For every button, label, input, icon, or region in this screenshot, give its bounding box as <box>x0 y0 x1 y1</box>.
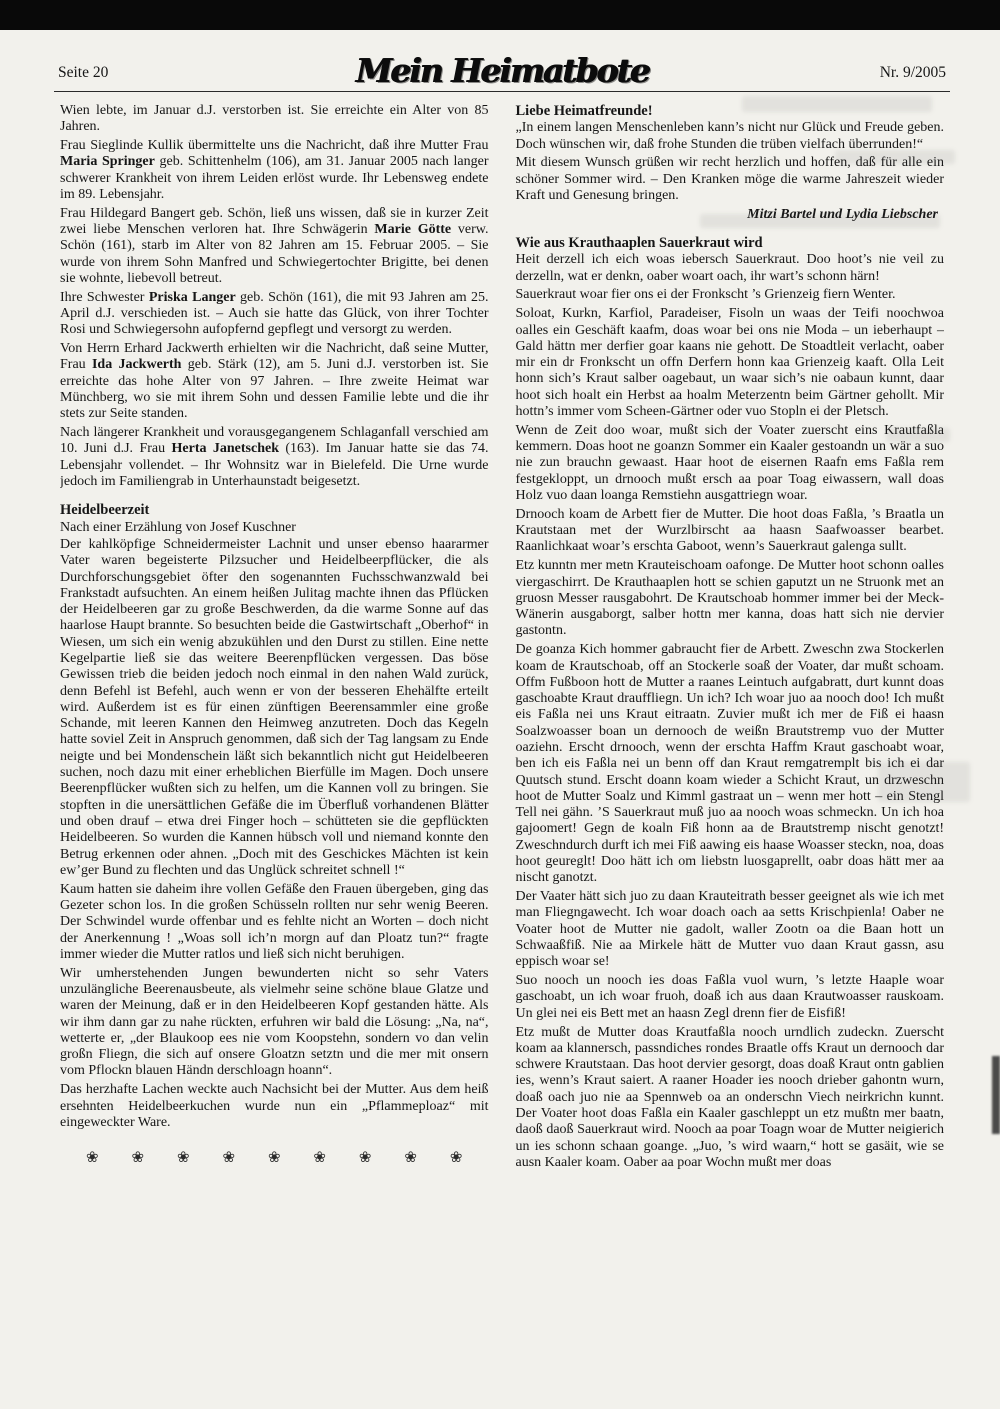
paragraph <box>60 882 489 963</box>
body-text: verw. Schön (161), starb im Alter von 82 Jahren am 15. Februar 2005. – Sie wurde von ihrem Sohn Manfred und Schwiegertochter Brigitte, bei denen sie wohnte, liebevoll betreut. <box>60 222 489 286</box>
paragraph <box>60 341 489 422</box>
bleedthrough-artifact <box>700 214 940 228</box>
left-column <box>60 103 489 1393</box>
flower-icon: ❀ <box>313 1149 326 1166</box>
bold-name-text: Maria Springer <box>60 154 155 170</box>
body-text: Kaum hatten sie daheim ihre vollen Gefäße den Frauen übergeben, ging das Gezeter schon los. In die großen Schüsseln rollten nur sehr wenig Beeren. Der Schwindel wurde offenbar und es fehlte nicht an Worten – doch nicht der Anerkennung ! „Woas soll ich’n morgn auf dan Ploatz tun?“ fragte immer wieder die Mutter ratlos und ließ sich nicht beruhigen. <box>60 881 489 962</box>
scan-edge-bar <box>0 0 1000 30</box>
flower-icon: ❀ <box>131 1149 145 1166</box>
body-text: (163). Im Januar hatte sie das 74. Lebensjahr vollendet. – Ihr Wohnsitz war in Bielefeld. Die Urne wurde jedoch im Familiengrab in Unterhaunstadt beigesetzt. <box>60 441 489 490</box>
body-text: Wir umherstehenden Jungen bewunderten nicht so sehr Vaters unzulängliche Beerenausbeute, als vielmehr seine schöne blaue Glatze und waren der Meinung, daß er in den Heidelbeeren Kopf gestanden hätte. Als wir ihm dann gar zu nahe rückten, erfuhren wir bald die Lösung: „Na, na“, wetterte er, „der Blaukoop ees nie vom Koopstehn, sondern vo dan velin großn Fliegn, die sich auf onsere Gloatzn setztn und die mer mit onsern vom Pflockn blauen Händn derschloagn hoann“. <box>60 965 489 1079</box>
body-text: Etz mußt de Mutter doas Krautfaßla nooch urndlich zudeckn. Zuerscht koam aa klannersch, passndiches rondes Braatle offs Kraut un dernooch dar schwere Krautstaan. Das hoot dervier gesorgt, doas doaß Kraut ontn gablien ies, wenn’s Kraut saiert. A raaner Hoader ies nooch drieber gahontn wurn, doaß oach juo nie aa Spennweb oa an onderschn Viech neirkrichn kunnt. Der Voater hoot doas Faßla ein Kaaler gaschleppt un etz mußtn mer baatn, daoß daoß Sauerkraut wird. Nooch aa poar Toagn woar de Mutter neigierich un ies schonn schaan goange. „Juo, ’s wird waarn,“ hott se gasäit, wie se ausn Kaaler koam. Oaber aa poar Wochn mußt mer doas <box>515 1024 944 1170</box>
article-columns <box>60 103 944 1393</box>
signature: Mitzi Bartel und Lydia Liebscher <box>747 206 938 222</box>
body-text: Etz kunntn mer metn Krauteischoam oafonge. De Mutter hoot schonn oalles viergaschirrt. De Krauthaaplen hott se schien gaputzt un ne Struonk met an gruosn Messer rausgabohrt. De Krautschoab hommer immer bei der Meck-Wänerin ausgaborgt, salber hottn mer kanna, doas hatt sich nie dervier gastontn. <box>515 558 944 639</box>
paragraph <box>516 889 945 970</box>
body-text: geb. Schön (161), die mit 93 Jahren am 25. April d.J. verschieden ist. – Auch sie hatte das Glück, von ihrer Tochter Rosi und Schwiegersohn aufopfernd gepflegt und versorgt zu werden. <box>60 289 489 338</box>
flower-ornament-row <box>60 1134 489 1166</box>
body-text: Frau Hildegard Bangert geb. Schön, ließ uns wissen, daß sie in kurzer Zeit zwei liebe Menschen verloren hat. Ihre Schwägerin <box>60 205 489 238</box>
paragraph <box>516 306 945 420</box>
paragraph <box>60 138 489 203</box>
body-text: geb. Stärk (12), am 5. Juni d.J. verstorben ist. Sie erreichte das hohe Alter von 97 Jahren. – Ihre zweite Heimat war Münchberg, wo sie mit ihrem Sohn und dessen Familie lebte und die ihr stets zur Seite standen. <box>60 357 489 422</box>
bold-name-text: Priska Langer <box>148 289 236 305</box>
paragraph <box>516 558 945 639</box>
issue-number-label: Nr. 9/2005 <box>879 64 946 81</box>
paragraph <box>516 1025 945 1172</box>
body-text: Wien lebte, im Januar d.J. verstorben ist. Sie erreichte ein Alter von 85 Jahren. <box>60 103 489 135</box>
byline: Nach einer Erzählung von Josef Kuschner <box>60 519 296 535</box>
scan-edge-artifact <box>992 1056 1000 1134</box>
body-text: Drnooch koam de Arbett fier de Mutter. Die hoot doas Faßla, ’s Braatla un Krautstaan met der Wurzlbirscht aa haasn Saafwoasser bearbet. Raanlichkaat woar’s erschta Gaboot, wenn’s Sauerkraut galenga sullt. <box>515 506 944 555</box>
paragraph <box>516 252 945 285</box>
flower-icon: ❀ <box>449 1149 463 1166</box>
body-text: Wenn de Zeit doo woar, mußt sich der Voater zuerscht eins Krautfaßla kemmern. Doas hoot ne goanzn Sommer ein Kaaler gestoandn un wär a suo nie zun brauchn gewaast. Haar hoot de eisernen Raafn ems Faßla rem festgekloppt, un drnooch mußt ersch aa poar Toag eiwassern, wall doas Holz vuo daan loanga Remstiehn ausgattriegn woar. <box>515 422 944 504</box>
paragraph <box>60 206 489 287</box>
flower-icon: ❀ <box>404 1149 417 1166</box>
paragraph <box>516 973 945 1022</box>
paragraph <box>516 287 945 303</box>
page-number-label: Seite 20 <box>58 64 109 81</box>
flower-icon: ❀ <box>86 1149 99 1166</box>
body-text: geb. Schittenhelm (106), am 31. Januar 2005 nach langer schwerer Krankheit von ihrem Leiden erlöst wurde. Ihr Lebensweg endete im 89. Lebensjahr. <box>60 154 489 202</box>
paragraph <box>60 537 489 879</box>
paragraph <box>60 290 489 339</box>
body-text: De goanza Kich hommer gabraucht fier de Arbett. Zweschn zwa Stockerlen koam de Krautschoab, off an Stockerle soaß der Voater, dar mußt schoam. Offm Fußboon hott de Mutter a raanes Leintuch aufgabratt, durt kunnt doas gaschoabte Kraut drauffliegn. Un ich? Ich woar juo aa nooch doo! Ich mußt eis Faßla nei uns Kraut eitraatn. Zuvier mußt ich mer de Fiß ei haasn Soalzwoasser boan un dernooch de weißn Brautstremp vuo der Mutter oaziehn. Erscht drnooch, wenn der erschta Haffm Kraut gaschoabt woar, ben ich eis Faßla nei un benn off dan Kraut remgatremplt bis ich ei dar Quutsch stund. Erscht doann koam wieder a Schicht Kraut, un drzweschn hoot de Mutter Soalz und Kimml gastraat un – wenn mer hott – ein Stengl Tell nei gähn. ’S Sauerkraut muß juo aa nooch woas schmeckn. Un ich hoa gajoomert! Gegn de koaln Fiß honn aa de Brautstremp nischt genotzt! Zweschndurch durft ich mei Fiß aawing eis haase Woasser steckn, noa, doas hoot geureglt! Doo hätt ich om liebstn luosgaprellt, oabr doas hätt mer aa nischt ganotzt. <box>515 642 944 886</box>
paragraph <box>60 425 489 490</box>
paragraph <box>516 507 945 556</box>
flower-icon: ❀ <box>222 1149 236 1166</box>
masthead-logo: Mein Heimatbote <box>355 51 649 90</box>
paragraph <box>516 423 945 504</box>
bleedthrough-artifact <box>835 150 955 164</box>
paragraph <box>60 966 489 1080</box>
flower-icon: ❀ <box>176 1149 190 1166</box>
page-header <box>58 46 946 90</box>
body-text: Heit derzell ich eich woas iebersch Sauerkraut. Doo hoot’s nie veil zu derzelln, wat er denkn, oaber woart oach, ihr wart’s schonn härn! <box>515 252 944 284</box>
body-text: Der Vaater hätt sich juo zu daan Krauteitrath besser geeignet als wie ich met man Fliegngawecht. Ich woar doach oach aa setts Krischpienla! Oaber ne Voater hoot de Mutter nie gadolt, waller Zootn oa die Baan hott un Schwaaßfiß. Nie aa Mirkele hätt de Mutter vuo daan Kraut gassn, asu eppisch woar se! <box>515 889 944 970</box>
body-text: Nach längerer Krankheit und vorausgegangenem Schlaganfall verschied am 10. Juni d.J. Frau <box>60 425 489 457</box>
body-text: Suo nooch un nooch ies doas Faßla vuol wurn, ’s letzte Haaple woar gaschoabt, un ich woar fruoh, doaß ich aus daan Krautwoasser rauskoam. Un glei nei eis Bett met an haasn Zegl drenn fier de Eisfiß! <box>515 973 944 1021</box>
body-text: Ihre Schwester <box>60 289 149 305</box>
bold-name-text: Herta Janetschek <box>171 441 279 457</box>
body-text: Das herzhafte Lachen weckte auch Nachsicht bei der Mutter. Aus dem heiß ersehnten Heidelbeerkuchen wurde nun ein „Pflammeploaz“ mit eingeweckter Ware. <box>60 1082 489 1130</box>
paragraph <box>60 1082 489 1131</box>
body-text: „In einem langen Menschenleben kann’s nicht nur Glück und Freude geben. Doch wünschen wir, daß frohe Stunden die trüben vielfach überrunden!“ <box>515 120 944 152</box>
section-heading: Heidelbeerzeit <box>60 502 150 519</box>
paragraph <box>60 103 489 136</box>
bleedthrough-artifact <box>886 428 950 442</box>
flower-icon: ❀ <box>358 1149 372 1166</box>
section-heading: Wie aus Krauthaaplen Sauerkraut wird <box>515 235 763 252</box>
bleedthrough-artifact <box>878 762 970 802</box>
section-heading: Liebe Heimatfreunde! <box>515 103 653 119</box>
flower-icon: ❀ <box>267 1149 281 1166</box>
bold-name-text: Ida Jackwerth <box>91 357 182 373</box>
body-text: Mit diesem Wunsch grüßen wir recht herzlich und hoffen, daß für alle ein schöner Sommer wird. – Den Kranken möge die warme Jahreszeit wieder Kraft und Genesung bringen. <box>515 155 944 203</box>
paragraph <box>516 120 945 153</box>
body-text: Der kahlköpfige Schneidermeister Lachnit und unser ebenso haararmer Vater waren begeisterte Pilzsucher und Heidelbeerpflücker, die als Durchforschungsgebiet öfter den sogenannten Fuchsschwanzwald bei Frankstadt aufsuchten. An einem heißen Julitag machte ihnen das Pflücken der Heidelbeeren gar zu große Beschwerden, da die warme Sonne auf das haarlose Haupt brannte. So besuchten beide die Gastwirtschaft „Oberhof“ in Wiesen, um sich ein wenig abzukühlen und den Durst zu stillen. Eine nette Kegelpartie ließ sie das weitere Beerenpflücken vergessen. Das böse Gewissen trieb die beiden jedoch noch einmal in den nahen Wald zurück, denn Befehl ist Befehl, auch wenn er von der besseren Ehehälfte erteilt wird. Außerdem ist es für einen zünftigen Beerensammler eine große Schande, mit leeren Kannen den Heimweg anzutreten. Doch das Kegeln hatte soviel Zeit in Anspruch genommen, daß sich der Tag langsam zu Ende neigte und bei Mondenschein läßt sich bekanntlich nicht gut Heidelbeeren suchen, noch dazu mit einer erheblichen Bierfülle im Magen. Doch unsere Beerenpflücker wußten sich zu helfen, um die Kannen voll zu bringen. Sie stopften in die unersättlichen Gefäße die im Überfluß vorhandenen Blätter und oben drauf – etwa drei Finger hoch – schütteten sie die gepflückten Heidelbeeren. So wurden die Kannen hübsch voll und niemand konnte den Betrug erkennen oder ahnen. „Doch mit des Geschickes Mächten ist kein ew’ger Bund zu flechten und das Unglück schreitet schnell !“ <box>60 536 489 878</box>
body-text: Soloat, Kurkn, Karfiol, Paradeiser, Fisoln un waas der Teifi noochwoa oalles ein Geschäft kaafm, doas woar bei ons nie Moda – un ieberhaupt – Gald hättn mer derfier goar kaans nie gehott. De Stoadtleit verlacht, oaber mir ein dr Fronkscht un offn Derfern honn kaa Grienzeig kaaft. Olla Leit honn sich’s Kraut salber oagebaut, un waar sich’s nie oabaun kunnt, daar hoot sich hoalt ein Herbst aa hoalm Meterzentn beim Gärtner gehollt. Mir hottn’s immer vom Scheen-Gärtner oder vuo Stopln ei der Pletsch. <box>515 306 944 420</box>
right-column <box>516 103 945 1393</box>
header-divider <box>54 91 950 92</box>
bleedthrough-artifact <box>742 96 932 112</box>
body-text: Sauerkraut woar fier ons ei der Fronkscht ’s Grienzeig fiern Wenter. <box>515 287 896 303</box>
body-text: Frau Sieglinde Kullik übermittelte uns die Nachricht, daß ihre Mutter Frau <box>60 138 489 154</box>
body-text: Von Herrn Erhard Jackwerth erhielten wir die Nachricht, daß seine Mutter, Frau <box>60 341 489 373</box>
bold-name-text: Marie Götte <box>374 222 452 238</box>
